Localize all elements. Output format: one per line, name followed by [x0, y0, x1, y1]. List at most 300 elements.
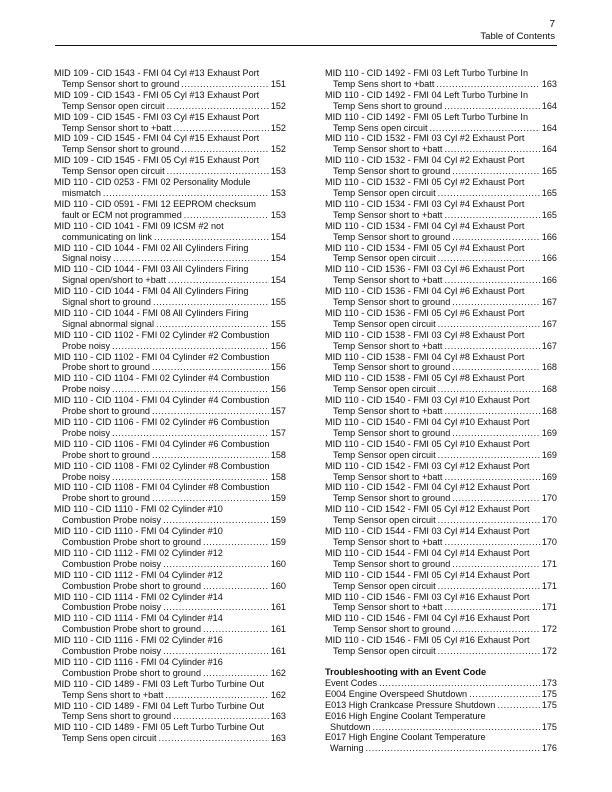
- dot-leader: [112, 384, 269, 395]
- dot-leader: [112, 341, 269, 352]
- toc-entry-subtitle: mismatch: [62, 187, 101, 198]
- toc-page-number: 156: [270, 384, 286, 395]
- toc-page-number: 163: [541, 78, 557, 89]
- toc-entry[interactable]: [54, 722, 286, 744]
- toc-entry-subtitle-line: [325, 79, 557, 90]
- dot-leader: [444, 341, 539, 352]
- toc-entry-title: MID 110 - CID 1489 - FMI 04 Left Turbo Turbine Out: [54, 700, 265, 711]
- toc-entry[interactable]: [325, 592, 557, 614]
- toc-entry[interactable]: [325, 90, 557, 112]
- dot-leader: [452, 166, 540, 177]
- toc-entry[interactable]: [54, 177, 286, 199]
- toc-page-number: 167: [541, 318, 557, 329]
- toc-entry-subtitle: Temp Sensor open circuit: [333, 384, 436, 395]
- toc-page-number: 153: [270, 166, 286, 177]
- toc-entry-subtitle-line: [54, 711, 286, 722]
- toc-page-number: 168: [541, 362, 557, 373]
- toc-entry[interactable]: [54, 461, 286, 483]
- toc-entry[interactable]: [54, 112, 286, 134]
- toc-page-number: 159: [270, 493, 286, 504]
- dot-leader: [379, 678, 540, 689]
- toc-entry-title: MID 110 - CID 1546 - FMI 04 Cyl #16 Exhaust Port: [325, 613, 530, 624]
- toc-entry[interactable]: [325, 286, 557, 308]
- toc-entry-subtitle-line: [54, 319, 286, 330]
- dot-leader: [163, 559, 269, 570]
- event-toc-entry[interactable]: [325, 678, 557, 689]
- toc-entry-subtitle: Temp Sensor open circuit: [333, 187, 436, 198]
- event-toc-entry[interactable]: [325, 689, 557, 700]
- toc-entry-title: MID 109 - CID 1545 - FMI 03 Cyl #15 Exhaust Port: [54, 111, 260, 122]
- toc-page-number: 156: [270, 362, 286, 373]
- toc-entry-subtitle: Temp Sensor short to +batt: [333, 536, 443, 547]
- toc-page-number: 176: [541, 743, 557, 754]
- dot-leader: [173, 123, 268, 134]
- dot-leader: [163, 602, 269, 613]
- toc-entry-title: MID 110 - CID 1546 - FMI 05 Cyl #16 Exhaust Port: [325, 635, 530, 646]
- dot-leader: [438, 646, 540, 657]
- toc-entry[interactable]: [54, 635, 286, 657]
- toc-entry-subtitle-line: [54, 101, 286, 112]
- dot-leader: [438, 188, 540, 199]
- toc-entry[interactable]: [325, 504, 557, 526]
- toc-entry-subtitle-line: [54, 253, 286, 264]
- toc-entry[interactable]: [325, 613, 557, 635]
- dot-leader: [159, 733, 269, 744]
- toc-entry-subtitle-line: [325, 646, 557, 657]
- toc-entry[interactable]: [54, 526, 286, 548]
- toc-entry-title: MID 110 - CID 1532 - FMI 03 Cyl #2 Exhaust Port: [325, 133, 525, 144]
- toc-entry-title: MID 110 - CID 1544 - FMI 03 Cyl #14 Exhaust Port: [325, 526, 530, 537]
- toc-entry-title: MID 110 - CID 1102 - FMI 02 Cylinder #2 Combustion: [54, 329, 270, 340]
- toc-entry-subtitle-line: [325, 450, 557, 461]
- toc-entry-subtitle-line: [325, 362, 557, 373]
- toc-entry-subtitle-line: [54, 493, 286, 504]
- toc-entry-subtitle: Temp Sensor short to ground: [333, 362, 451, 373]
- dot-leader: [203, 624, 269, 635]
- toc-entry-subtitle-line: [54, 450, 286, 461]
- toc-entry-line: [325, 689, 557, 700]
- toc-entry[interactable]: [54, 395, 286, 417]
- toc-page-number: 169: [541, 427, 557, 438]
- toc-entry-subtitle-line: [54, 341, 286, 352]
- toc-entry[interactable]: [325, 308, 557, 330]
- toc-entry-subtitle-line: [325, 101, 557, 112]
- toc-entry-subtitle-line: [54, 144, 286, 155]
- toc-entry-subtitle-line: [54, 384, 286, 395]
- toc-entry-subtitle: Temp Sensor open circuit: [62, 166, 165, 177]
- toc-page-number: 161: [270, 646, 286, 657]
- dot-leader: [452, 559, 540, 570]
- toc-page-number: 156: [270, 340, 286, 351]
- toc-page-number: 160: [270, 580, 286, 591]
- toc-entry[interactable]: [54, 482, 286, 504]
- toc-entry-subtitle-line: [325, 722, 557, 733]
- toc-page-number: 162: [270, 689, 286, 700]
- toc-entry[interactable]: [54, 570, 286, 592]
- toc-entry[interactable]: [325, 439, 557, 461]
- toc-entry-subtitle: Temp Sensor short to ground: [333, 166, 451, 177]
- toc-entry-title: E016 High Engine Coolant Temperature: [325, 710, 486, 721]
- toc-entry-title: MID 110 - CID 1116 - FMI 04 Cylinder #16: [54, 656, 223, 667]
- dot-leader: [444, 210, 539, 221]
- toc-entry-title: MID 110 - CID 1532 - FMI 04 Cyl #2 Exhaust Port: [325, 155, 525, 166]
- toc-entry-title: MID 110 - CID 1114 - FMI 04 Cylinder #14: [54, 613, 223, 624]
- event-toc-entry[interactable]: [325, 700, 557, 711]
- toc-entry[interactable]: [325, 417, 557, 439]
- toc-entry[interactable]: [325, 221, 557, 243]
- toc-entry-subtitle-line: [325, 253, 557, 264]
- toc-page-number: 161: [270, 624, 286, 635]
- dot-leader: [203, 537, 269, 548]
- toc-entry[interactable]: [325, 199, 557, 221]
- toc-entry-subtitle: Temp Sensor short to +batt: [333, 340, 443, 351]
- toc-entry[interactable]: [54, 701, 286, 723]
- toc-entry-subtitle-line: [325, 624, 557, 635]
- toc-entry-title: MID 110 - CID 1044 - FMI 02 All Cylinders Firing: [54, 242, 249, 253]
- toc-page-number: 153: [270, 209, 286, 220]
- toc-entry[interactable]: [54, 308, 286, 330]
- toc-page-number: 173: [541, 677, 557, 688]
- toc-entry-subtitle-line: [325, 515, 557, 526]
- toc-entry-subtitle: Signal abnormal signal: [62, 318, 155, 329]
- dot-leader: [181, 144, 269, 155]
- dot-leader: [438, 450, 540, 461]
- toc-entry[interactable]: [325, 548, 557, 570]
- toc-entry-subtitle-line: [54, 472, 286, 483]
- toc-entry-subtitle-line: [54, 232, 286, 243]
- dot-leader: [452, 362, 540, 373]
- toc-entry-subtitle: Temp Sensor short to +batt: [333, 209, 443, 220]
- toc-page-number: 168: [541, 384, 557, 395]
- dot-leader: [152, 450, 269, 461]
- toc-entry[interactable]: [54, 439, 286, 461]
- dot-leader: [203, 581, 269, 592]
- toc-entry[interactable]: [325, 330, 557, 352]
- toc-entry-subtitle: Probe short to ground: [62, 406, 150, 417]
- toc-page-number: 159: [270, 536, 286, 547]
- toc-page-number: 165: [541, 209, 557, 220]
- toc-entry-subtitle-line: [54, 624, 286, 635]
- toc-entry-title: MID 110 - CID 1540 - FMI 03 Cyl #10 Exhaust Port: [325, 395, 530, 406]
- toc-entry[interactable]: [54, 679, 286, 701]
- toc-entry-title: MID 110 - CID 1112 - FMI 02 Cylinder #12: [54, 547, 223, 558]
- toc-entry-title: MID 110 - CID 1538 - FMI 03 Cyl #8 Exhaust Port: [325, 329, 525, 340]
- toc-entry[interactable]: [325, 133, 557, 155]
- event-toc-entry[interactable]: [325, 711, 557, 733]
- toc-entry-subtitle: Combustion Probe noisy: [62, 602, 162, 613]
- toc-entry-subtitle: Temp Sensor short to +batt: [333, 144, 443, 155]
- toc-entry-line: [325, 700, 557, 711]
- toc-entry-subtitle-line: [325, 232, 557, 243]
- toc-entry-subtitle: Probe noisy: [62, 384, 111, 395]
- toc-entry-subtitle: Temp Sensor short to ground: [333, 231, 451, 242]
- toc-entry-subtitle: Signal noisy: [62, 253, 112, 264]
- toc-page-number: 160: [270, 558, 286, 569]
- toc-entry-subtitle: Combustion Probe noisy: [62, 646, 162, 657]
- toc-entry-subtitle-line: [325, 743, 557, 754]
- toc-entry-subtitle: Temp Sens short to ground: [62, 711, 172, 722]
- toc-entry-subtitle: Signal open/short to +batt: [62, 275, 166, 286]
- toc-page-number: 167: [541, 297, 557, 308]
- toc-entry[interactable]: [325, 352, 557, 374]
- toc-entry-title: MID 110 - CID 1044 - FMI 03 All Cylinders Firing: [54, 264, 249, 275]
- toc-entry-subtitle-line: [325, 319, 557, 330]
- toc-entry-title: MID 110 - CID 1108 - FMI 04 Cylinder #8 Combustion: [54, 482, 270, 493]
- toc-right-entries: [325, 68, 557, 657]
- toc-page-number: 169: [541, 471, 557, 482]
- toc-entry[interactable]: [54, 330, 286, 352]
- toc-entry-title: MID 110 - CID 1534 - FMI 03 Cyl #4 Exhaust Port: [325, 198, 525, 209]
- toc-entry-title: MID 110 - CID 1542 - FMI 04 Cyl #12 Exhaust Port: [325, 482, 530, 493]
- toc-entry-title: MID 110 - CID 1532 - FMI 05 Cyl #2 Exhaust Port: [325, 177, 525, 188]
- dot-leader: [152, 493, 269, 504]
- toc-entry-title: MID 110 - CID 1542 - FMI 05 Cyl #12 Exhaust Port: [325, 504, 530, 515]
- toc-entry[interactable]: [325, 395, 557, 417]
- toc-entry[interactable]: [54, 657, 286, 679]
- toc-entry-subtitle: Temp Sensor short to ground: [62, 78, 180, 89]
- toc-entry-subtitle-line: [54, 602, 286, 613]
- toc-page-number: 163: [270, 733, 286, 744]
- toc-page-number: 165: [541, 166, 557, 177]
- toc-entry-subtitle: Temp Sensor open circuit: [333, 515, 436, 526]
- toc-entry[interactable]: [54, 548, 286, 570]
- toc-entry-title: MID 110 - CID 1542 - FMI 03 Cyl #12 Exhaust Port: [325, 460, 530, 471]
- toc-entry-title: MID 110 - CID 1536 - FMI 05 Cyl #6 Exhaust Port: [325, 307, 525, 318]
- dot-leader: [444, 275, 539, 286]
- toc-entry-title: MID 109 - CID 1543 - FMI 04 Cyl #13 Exhaust Port: [54, 68, 260, 78]
- toc-entry[interactable]: [54, 243, 286, 265]
- dot-leader: [438, 253, 540, 264]
- toc-entry[interactable]: [325, 155, 557, 177]
- toc-entry[interactable]: [54, 373, 286, 395]
- toc-entry-subtitle-line: [325, 384, 557, 395]
- dot-leader: [438, 515, 540, 526]
- dot-leader: [497, 700, 539, 711]
- toc-page-number: 158: [270, 449, 286, 460]
- toc-entry-subtitle: Temp Sensor short to ground: [333, 624, 451, 635]
- toc-page-number: 161: [270, 602, 286, 613]
- toc-entry[interactable]: [54, 352, 286, 374]
- toc-page-number: 167: [541, 340, 557, 351]
- dot-leader: [444, 406, 539, 417]
- toc-entry-subtitle: Temp Sensor short to +batt: [333, 602, 443, 613]
- toc-entry-subtitle: Temp Sensor open circuit: [62, 100, 165, 111]
- toc-page-number: 172: [541, 624, 557, 635]
- dot-leader: [452, 624, 540, 635]
- toc-entry[interactable]: [54, 613, 286, 635]
- toc-entry-subtitle-line: [54, 166, 286, 177]
- toc-entry-title: MID 110 - CID 1112 - FMI 04 Cylinder #12: [54, 569, 223, 580]
- toc-page-number: 151: [270, 78, 286, 89]
- toc-entry-title: E004 Engine Overspeed Shutdown: [325, 688, 468, 699]
- dot-leader: [203, 668, 269, 679]
- toc-entry-subtitle: Combustion Probe noisy: [62, 558, 162, 569]
- toc-entry[interactable]: [54, 155, 286, 177]
- toc-entry-title: MID 110 - CID 1106 - FMI 02 Cylinder #6 Combustion: [54, 417, 270, 427]
- toc-entry-title: MID 110 - CID 1489 - FMI 05 Left Turbo Turbine Out: [54, 722, 265, 733]
- toc-entry-subtitle-line: [325, 144, 557, 155]
- toc-entry-subtitle-line: [54, 581, 286, 592]
- toc-entry-subtitle-line: [325, 472, 557, 483]
- toc-entry-title: MID 110 - CID 1540 - FMI 05 Cyl #10 Exhaust Port: [325, 438, 530, 449]
- toc-entry-subtitle: Warning: [330, 743, 364, 754]
- toc-entry-subtitle: communicating on link: [62, 231, 152, 242]
- toc-entry-subtitle-line: [54, 188, 286, 199]
- toc-page-number: 164: [541, 100, 557, 111]
- toc-entry-subtitle: Temp Sens short to +batt: [62, 689, 164, 700]
- toc-entry-subtitle-line: [325, 210, 557, 221]
- toc-entry[interactable]: [54, 68, 286, 90]
- toc-entry-subtitle-line: [54, 690, 286, 701]
- toc-entry[interactable]: [54, 199, 286, 221]
- toc-page-number: 169: [541, 449, 557, 460]
- toc-entry-subtitle: Shutdown: [330, 721, 371, 732]
- page-heading: Table of Contents: [480, 31, 555, 42]
- toc-entry-subtitle: Temp Sens open circuit: [333, 122, 428, 133]
- toc-entry-subtitle: fault or ECM not programmed: [62, 209, 182, 220]
- toc-entry-title: MID 110 - CID 1108 - FMI 02 Cylinder #8 Combustion: [54, 460, 270, 471]
- toc-entry[interactable]: [325, 570, 557, 592]
- dot-leader: [444, 144, 539, 155]
- toc-entry-title: MID 110 - CID 1536 - FMI 03 Cyl #6 Exhaust Port: [325, 264, 525, 275]
- header-rule: [55, 45, 557, 46]
- toc-page-number: 175: [541, 688, 557, 699]
- toc-entry-title: MID 110 - CID 0591 - FMI 12 EEPROM checksum: [54, 198, 256, 209]
- dot-leader: [444, 602, 539, 613]
- dot-leader: [184, 210, 269, 221]
- dot-leader: [444, 101, 540, 112]
- toc-entry[interactable]: [54, 286, 286, 308]
- toc-entry[interactable]: [325, 264, 557, 286]
- toc-entry-subtitle-line: [54, 275, 286, 286]
- toc-entry-subtitle: Combustion Probe short to ground: [62, 624, 202, 635]
- toc-entry[interactable]: [54, 133, 286, 155]
- toc-entry-subtitle: Temp Sensor short to ground: [333, 493, 451, 504]
- toc-entry-subtitle-line: [54, 733, 286, 744]
- toc-entry[interactable]: [325, 482, 557, 504]
- toc-entry-title: MID 110 - CID 1546 - FMI 03 Cyl #16 Exhaust Port: [325, 591, 530, 602]
- toc-entry-subtitle-line: [325, 123, 557, 134]
- toc-entry[interactable]: [325, 635, 557, 657]
- toc-page-number: 155: [270, 297, 286, 308]
- toc-entry[interactable]: [325, 461, 557, 483]
- toc-page-number: 164: [541, 122, 557, 133]
- dot-leader: [173, 711, 269, 722]
- toc-entry-title: MID 110 - CID 1492 - FMI 03 Left Turbo Turbine In: [325, 68, 529, 78]
- toc-entry[interactable]: [325, 68, 557, 90]
- toc-entry-title: MID 110 - CID 1104 - FMI 02 Cylinder #4 Combustion: [54, 373, 270, 384]
- section-heading: Troubleshooting with an Event Code: [325, 666, 487, 677]
- toc-page-number: 155: [270, 318, 286, 329]
- toc-entry-subtitle: Temp Sensor short to +batt: [62, 122, 172, 133]
- toc-page-number: 163: [270, 711, 286, 722]
- toc-entry[interactable]: [54, 504, 286, 526]
- toc-entry-subtitle-line: [325, 428, 557, 439]
- toc-entry-subtitle: Temp Sensor short to ground: [333, 297, 451, 308]
- dot-leader: [168, 275, 269, 286]
- toc-page-number: 171: [541, 602, 557, 613]
- dot-leader: [366, 743, 540, 754]
- toc-entry-subtitle: Temp Sensor short to +batt: [333, 406, 443, 417]
- toc-entry[interactable]: [325, 526, 557, 548]
- toc-page-number: 168: [541, 406, 557, 417]
- toc-page-number: 159: [270, 515, 286, 526]
- toc-page-number: 175: [541, 699, 557, 710]
- toc-entry-subtitle: Temp Sensor short to +batt: [333, 275, 443, 286]
- toc-entry[interactable]: [325, 112, 557, 134]
- toc-entry-title: MID 110 - CID 1540 - FMI 04 Cyl #10 Exhaust Port: [325, 417, 530, 427]
- dot-leader: [163, 646, 269, 657]
- toc-entry-subtitle-line: [54, 123, 286, 134]
- toc-entry-title: MID 110 - CID 1110 - FMI 02 Cylinder #10: [54, 504, 223, 515]
- toc-entry-subtitle: Temp Sensor open circuit: [333, 449, 436, 460]
- toc-left-column: [54, 68, 286, 744]
- toc-entry-title: MID 110 - CID 1106 - FMI 04 Cylinder #6 Combustion: [54, 438, 270, 449]
- toc-entry-title: MID 110 - CID 1489 - FMI 03 Left Turbo Turbine Out: [54, 678, 265, 689]
- toc-entry-title: MID 110 - CID 1492 - FMI 04 Left Turbo Turbine In: [325, 89, 529, 100]
- toc-entry[interactable]: [325, 373, 557, 395]
- dot-leader: [156, 319, 269, 330]
- toc-page-number: 157: [270, 406, 286, 417]
- toc-entry-subtitle: Probe noisy: [62, 427, 111, 438]
- toc-entry-title: E017 High Engine Coolant Temperature: [325, 732, 486, 743]
- toc-page-number: 154: [270, 253, 286, 264]
- toc-right-column: [325, 68, 557, 754]
- toc-page-number: 152: [270, 122, 286, 133]
- toc-entry-subtitle: Temp Sens open circuit: [62, 733, 157, 744]
- dot-leader: [469, 689, 540, 700]
- toc-entry-title: MID 110 - CID 1114 - FMI 02 Cylinder #14: [54, 591, 223, 602]
- dot-leader: [181, 79, 269, 90]
- toc-entry[interactable]: [325, 243, 557, 265]
- toc-entry-subtitle: Probe noisy: [62, 471, 111, 482]
- toc-entry-subtitle: Temp Sensor open circuit: [333, 253, 436, 264]
- toc-entry-title: MID 109 - CID 1545 - FMI 05 Cyl #15 Exhaust Port: [54, 155, 260, 166]
- dot-leader: [112, 428, 269, 439]
- toc-page-number: 170: [541, 493, 557, 504]
- toc-entry-subtitle-line: [54, 668, 286, 679]
- toc-entry[interactable]: [54, 264, 286, 286]
- toc-entry[interactable]: [54, 90, 286, 112]
- event-toc-entry[interactable]: [325, 732, 557, 754]
- toc-entry-title: MID 110 - CID 1102 - FMI 04 Cylinder #2 Combustion: [54, 351, 270, 362]
- toc-entry[interactable]: [54, 417, 286, 439]
- dot-leader: [163, 515, 269, 526]
- toc-entry-title: E013 High Crankcase Pressure Shutdown: [325, 699, 496, 710]
- dot-leader: [452, 232, 540, 243]
- toc-page-number: 175: [541, 721, 557, 732]
- toc-page-number: 166: [541, 231, 557, 242]
- dot-leader: [452, 297, 540, 308]
- toc-entry-title: MID 110 - CID 1534 - FMI 04 Cyl #4 Exhaust Port: [325, 220, 525, 231]
- toc-entry[interactable]: [54, 592, 286, 614]
- toc-entry-subtitle-line: [325, 341, 557, 352]
- toc-entry-subtitle-line: [325, 602, 557, 613]
- dot-leader: [167, 166, 269, 177]
- toc-page-number: 154: [270, 231, 286, 242]
- toc-entry[interactable]: [325, 177, 557, 199]
- toc-entry-subtitle-line: [325, 297, 557, 308]
- dot-leader: [167, 101, 269, 112]
- toc-page-number: 165: [541, 187, 557, 198]
- toc-page-number: 170: [541, 536, 557, 547]
- toc-entry-subtitle: Temp Sensor short to ground: [333, 558, 451, 569]
- toc-entry-subtitle: Probe short to ground: [62, 449, 150, 460]
- toc-entry[interactable]: [54, 221, 286, 243]
- dot-leader: [444, 472, 539, 483]
- dot-leader: [452, 493, 540, 504]
- toc-entry-subtitle: Probe short to ground: [62, 362, 150, 373]
